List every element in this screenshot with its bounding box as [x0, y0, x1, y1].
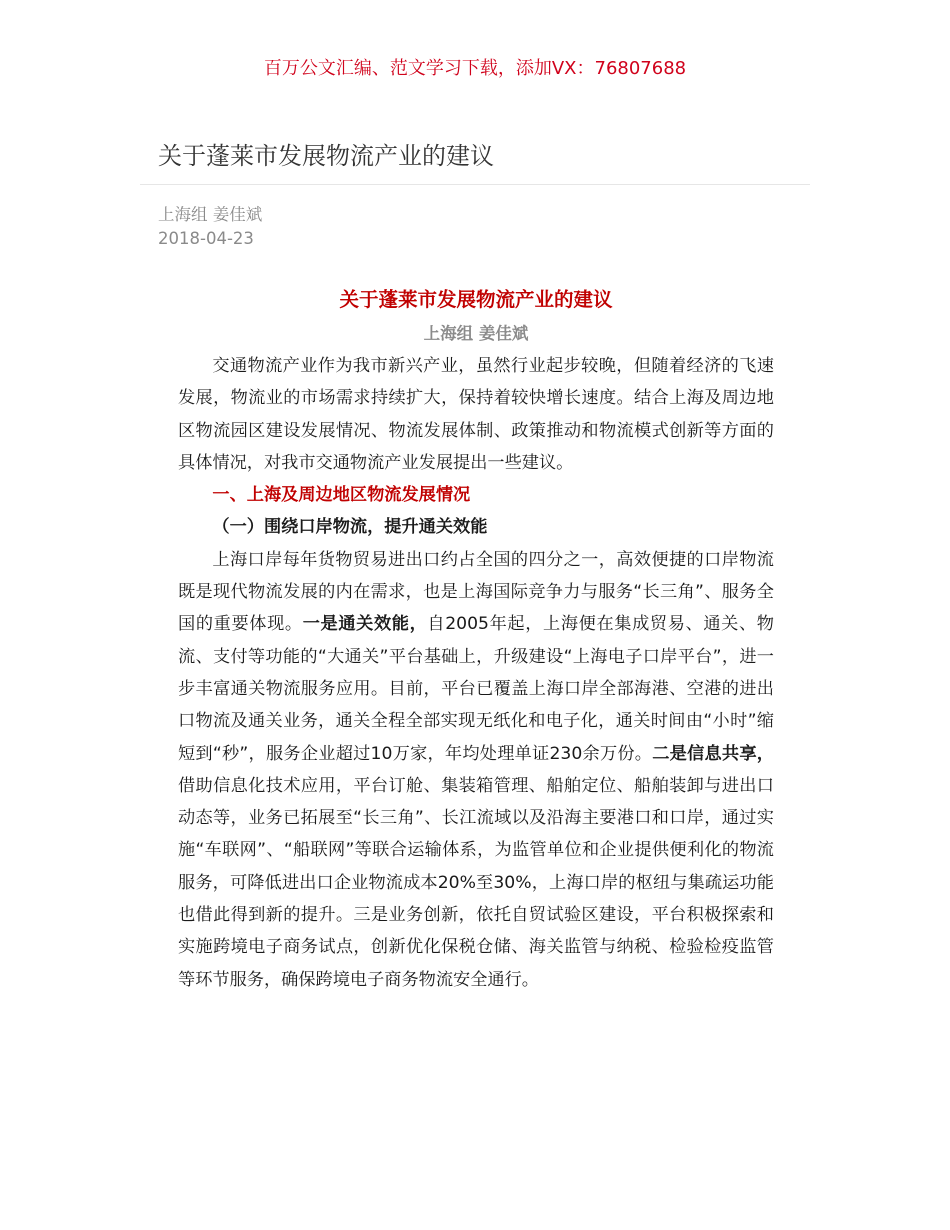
emphasis-text: 二是信息共享， — [652, 743, 774, 764]
section-heading: 一、上海及周边地区物流发展情况 — [212, 485, 471, 506]
paragraph-text: 借助信息化技术应用，平台订舱、集装箱管理、船舶定位、船舶装卸与进出口动态等，业务已拓展至“长三角”、长江流域以及沿海主要港口和口岸，通过实施“车联网”、“船联网”等联合运输体系，为监管单位和企业提供便利化的物流服务，可降低进出口企业物流成本20%至30%，上海口岸的枢纽与集疏运功能也借此得到新的提升。三是业务创新，依托自贸试验区建设，平台积极探索和实施跨境电子商务试点，创新优化保税仓储、海关监管与纳税、检验检疫监管等环节服务，确保跨境电子商务物流安全通行。 — [178, 775, 774, 990]
article-title: 关于蓬莱市发展物流产业的建议 — [339, 288, 613, 311]
publish-date: 2018-04-23 — [158, 229, 254, 248]
article-body — [178, 284, 774, 996]
article-author: 上海组 姜佳斌 — [423, 324, 529, 343]
page-title: 关于蓬莱市发展物流产业的建议 — [158, 142, 494, 170]
paragraph-text: 自2005年起，上海便在集成贸易、通关、物流、支付等功能的“大通关”平台基础上，升级建设“上海电子口岸平台”，进一步丰富通关物流服务应用。目前，平台已覆盖上海口岸全部海港、空港的进出口物流及通关业务，通关全程全部实现无纸化和电子化，通关时间由“小时”缩短到“秒”，服务企业超过10万家，年均处理单证230余万份。 — [178, 614, 774, 764]
paragraph-text: 上海口岸每年货物贸易进出口约占全国的四分之一，高效便捷的口岸物流既是现代物流发展的内在需求，也是上海国际竞争力与服务“长三角”、服务全国的重要体现。 — [178, 549, 774, 635]
emphasis-text: 一是通关效能， — [302, 614, 428, 635]
title-divider — [140, 184, 810, 185]
subsection-heading: （一）围绕口岸物流，提升通关效能 — [212, 517, 488, 538]
intro-paragraph: 交通物流产业作为我市新兴产业，虽然行业起步较晚，但随着经济的飞速发展，物流业的市场需求持续扩大，保持着较快增长速度。结合上海及周边地区物流园区建设发展情况、物流发展体制、政策推动和物流模式创新等方面的具体情况，对我市交通物流产业发展提出一些建议。 — [178, 356, 774, 473]
body-paragraph — [178, 544, 774, 996]
watermark-banner: 百万公文汇编、范文学习下载，添加VX：76807688 — [263, 58, 687, 79]
page-author: 上海组 姜佳斌 — [158, 205, 263, 224]
